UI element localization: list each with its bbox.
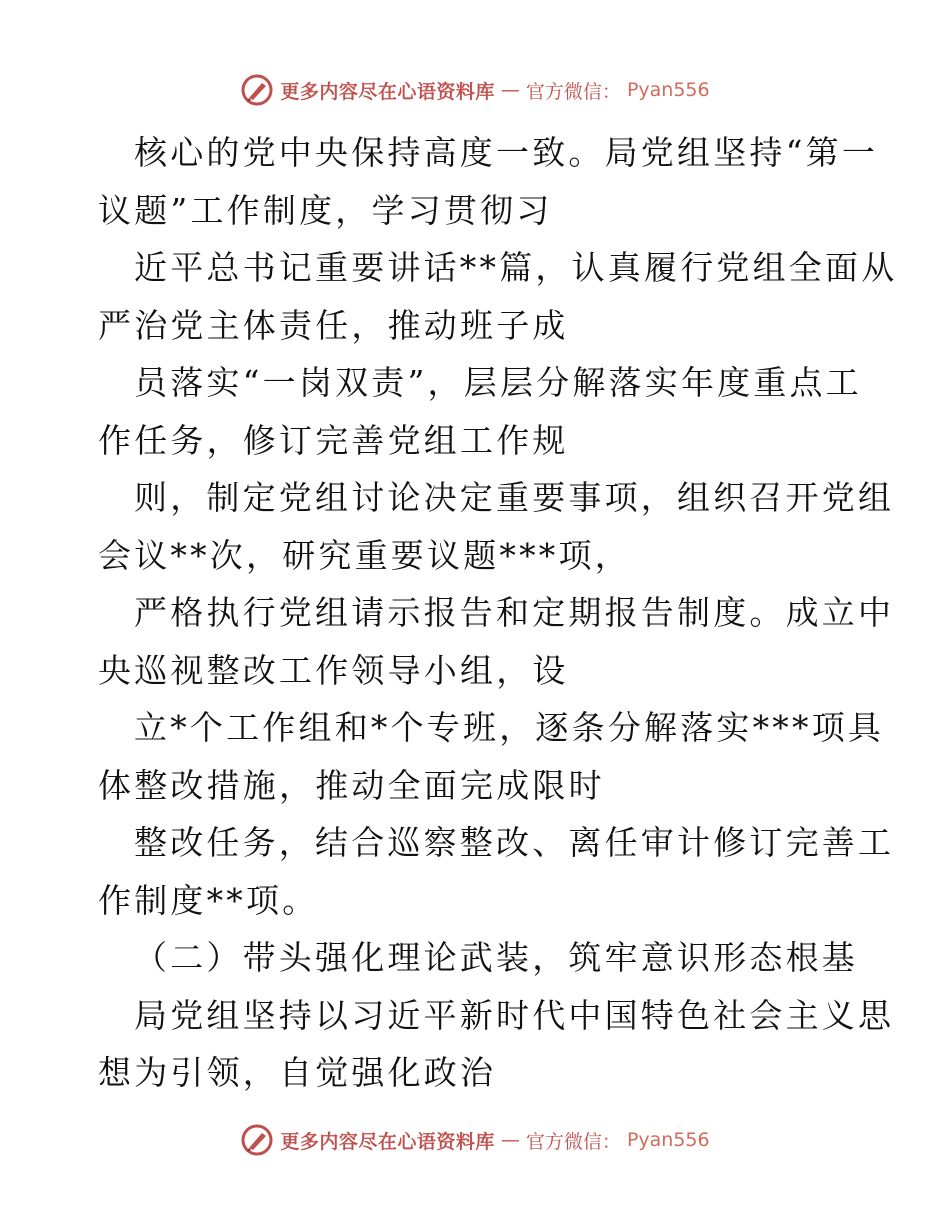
text-line: 作制度**项。	[98, 880, 319, 920]
banner-official-label: 官方微信：	[525, 80, 621, 103]
banner-site-name: 更多内容尽在心语资料库	[280, 1130, 495, 1153]
text-line: 央巡视整改工作领导小组，设	[98, 650, 569, 690]
watermark-banner-top	[0, 70, 950, 110]
banner-site-name: 更多内容尽在心语资料库	[280, 80, 495, 103]
banner-wechat-id: Pyan556	[626, 79, 710, 101]
watermark-banner-bottom	[0, 1120, 950, 1160]
banner-separator: —	[500, 1129, 520, 1151]
text-line: 体整改措施，推动全面完成限时	[98, 765, 605, 805]
text-line: 想为引领，自觉强化政治	[98, 1053, 497, 1092]
text-line: 员落实“一岗双责”，层层分解落实年度重点工	[134, 363, 862, 402]
text-line: 局党组坚持以习近平新时代中国特色社会主义思	[134, 995, 895, 1035]
text-line: 立*个工作组和*个专班，逐条分解落实***项具	[134, 708, 885, 747]
text-line: 严治党主体责任，推动班子成	[98, 305, 569, 345]
pen-logo-icon	[240, 73, 274, 107]
banner-wechat-id: Pyan556	[626, 1129, 710, 1151]
text-line: 整改任务，结合巡察整改、离任审计修订完善工	[134, 823, 895, 862]
text-line: 则，制定党组讨论决定重要事项，组织召开党组	[134, 478, 895, 517]
text-line: 作任务，修订完善党组工作规	[98, 420, 569, 460]
document-body	[98, 124, 898, 1102]
pen-logo-icon	[240, 1123, 274, 1157]
banner-separator: —	[500, 79, 520, 101]
text-line: 议题”工作制度，学习贯彻习	[98, 190, 553, 230]
text-line: 会议**次，研究重要议题***项，	[98, 535, 631, 575]
text-line: 严格执行党组请示报告和定期报告制度。成立中	[134, 593, 895, 632]
banner-official-label: 官方微信：	[525, 1130, 621, 1153]
text-line: 近平总书记重要讲话**篇，认真履行党组全面从	[134, 248, 898, 287]
text-line: 核心的党中央保持高度一致。局党组坚持“第一	[134, 133, 879, 172]
section-heading: （二）带头强化理论武装，筑牢意识形态根基	[134, 938, 858, 977]
